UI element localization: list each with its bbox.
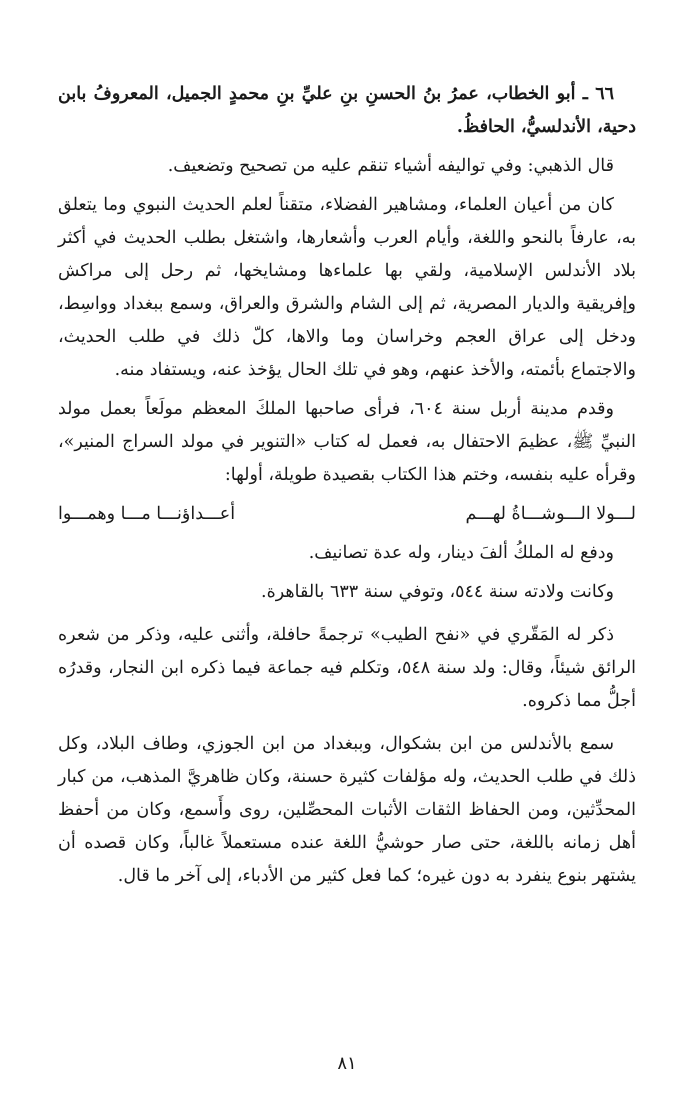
paragraph-birth-death: وكانت ولادته سنة ٥٤٤، وتوفي سنة ٦٣٣ بالقاهرة. [261,582,614,602]
document-page [58,78,636,1078]
paragraph-biography: كان من أعيان العلماء، ومشاهير الفضلاء، متقناً لعلم الحديث النبوي وما يتعلق به، عارفاً بالنحو واللغة، وأيام العرب وأشعارها، واشتغل بطلب الحديث في أكثر بلاد الأندلس الإسلامية، ولقي بها علماءها ومشايخها، ثم رحل إلى مراكش وإفريقية والديار المصرية، ثم إلى الشام والشرق والعراق، وسمع ببغداد وواسِط، ودخل إلى عراق العجم وخراسان وما والاها، كلّ ذلك في طلب الحديث، والاجتماع بأئمته، والأخذ عنهم، وهو في تلك الحال يؤخذ عنه، ويستفاد منه. [58,195,636,380]
verse-second-hemistich: أعـــداؤنـــا مـــا وهمـــوا [58,504,236,524]
paragraph-samia: سمع بالأندلس من ابن بشكوال، وببغداد من ابن الجوزي، وطاف البلاد، وكل ذلك في طلب الحديث، وله مؤلفات كثيرة حسنة، وكان ظاهريَّ المذهب، من كبار المحدِّثين، ومن الحفاظ الثقات الأثبات المحصِّلين، روى وأَسمع، وكان من أحفظ أهل زمانه باللغة، حتى صار حوشيُّ اللغة عنده مستعملاً غالباً، وكان قصده أن يشتهر بنوع ينفرد به دون غيره؛ كما فعل كثير من الأدباء، إلى آخر ما قال. [58,734,636,886]
paragraph-reward: ودفع له الملكُ ألفَ دينار، وله عدة تصانيف. [308,543,614,563]
entry-heading: ٦٦ ـ أبو الخطاب، عمرُ بنُ الحسنِ بنِ عليِّ بنِ محمدٍ الجميل، المعروفُ بابن دحية، الأندلسيُّ، الحافظُ. [58,84,636,137]
poem-verse [58,498,636,531]
paragraph-dhahabi-quote: قال الذهبي: وفي تواليفه أشياء تنقم عليه من تصحيح وتضعيف. [167,156,614,176]
paragraph-arbil: وقدم مدينة أربل سنة ٦٠٤، فرأى صاحبها الملكَ المعظم مولَعاً بعمل مولد النبيِّ ﷺ، عظيمَ الاحتفال به، فعمل له كتاب «التنوير في مولد السراج المنير»، وقرأه عليه بنفسه، وختم هذا الكتاب بقصيدة طويلة، أولها: [58,399,636,485]
verse-first-hemistich: لـــولا الـــوشـــاةُ لهـــم [465,504,636,524]
paragraph-maqqari: ذكر له المَقّري في «نفح الطيب» ترجمةً حافلة، وأثنى عليه، وذكر من شعره الرائق شيئاً، وقال: ولد سنة ٥٤٨، وتكلم فيه جماعة فيما ذكره ابن النجار، وقدرُه أجلُّ مما ذكروه. [58,625,637,711]
page-number: ٨١ [337,1053,357,1074]
